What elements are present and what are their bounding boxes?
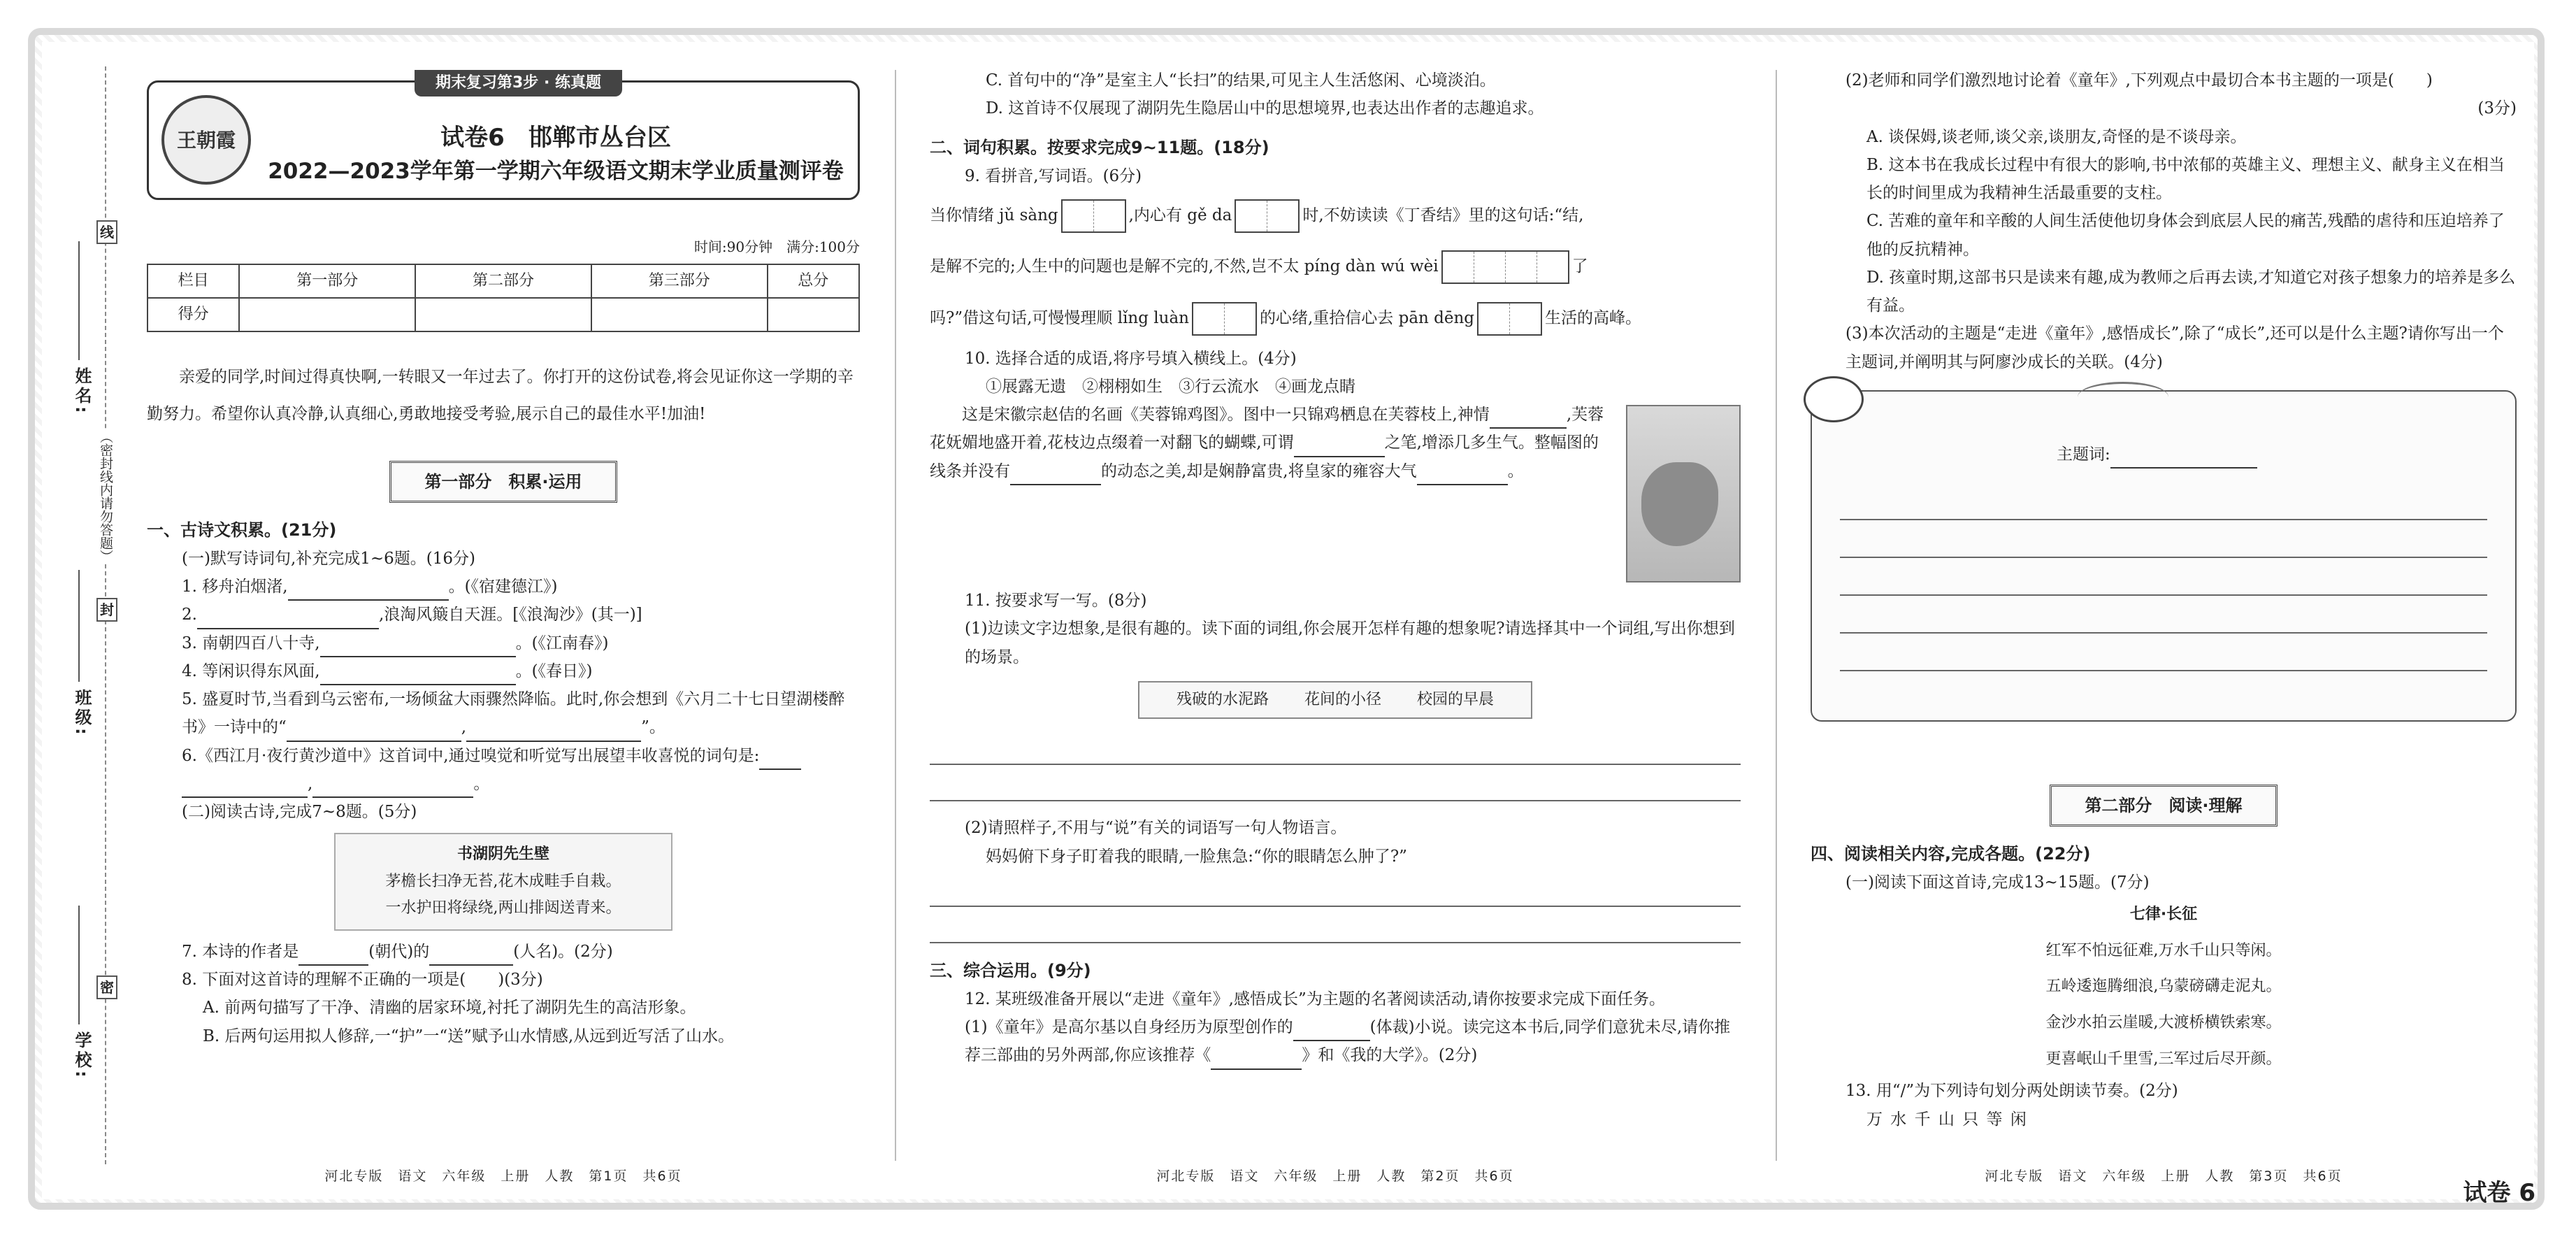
question-11: 11. 按要求写一写。(8分) [965,592,1147,610]
answer-blank[interactable] [466,721,641,742]
answer-line[interactable] [1840,558,2487,596]
answer-blank[interactable] [2110,448,2257,469]
phrase-item: 校园的早晨 [1417,690,1495,708]
header-box [147,74,860,200]
question-3: 3. 南朝四百八十寺, 。(《江南春》) [182,629,860,657]
question-10: 10. 选择合适的成语,将序号填入横线上。(4分) [965,349,1297,368]
page-footer: 河北专版 语文 六年级 上册 人教 第2页 共6页 [1156,1168,1514,1184]
option-d: D. 孩童时期,这部书只是读来有趣,成为教师之后再去读,才知道它对孩子想象力的培养是多么有益。 [1866,268,2516,315]
part-banner: 第二部分 阅读·理解 [2050,785,2278,827]
seal-note: （密封线内请勿答题） [96,430,115,563]
cloud-icon [1804,376,1864,422]
answer-blank[interactable] [298,945,368,966]
question-10-passage: 这是宋徽宗赵佶的名画《芙蓉锦鸡图》。图中一只锦鸡栖息在芙蓉枝上,神情 ,芙蓉花妩媚地盛开着,花枝边点缀着一对翻飞的蝴蝶,可谓 之笔,增添几多生气。整幅图的线条并没有 的动态之美,却是娴静富贵,将皇家的雍容大气 。 [930,401,1741,485]
page-footer: 河北专版 语文 六年级 上册 人教 第1页 共6页 [324,1168,682,1184]
page-1 [147,66,860,1184]
answer-blank[interactable] [429,945,513,966]
name-label: 姓名: [72,367,92,416]
page-divider [1776,70,1777,1161]
answer-blank[interactable] [1211,1049,1302,1070]
score-table-header: 第三部分 [591,264,768,298]
hanzi-grid[interactable] [1061,199,1126,233]
question-9: 9. 看拼音,写词语。(6分) [965,166,1142,185]
paper-number-tag: 试卷 6 [2463,1179,2535,1207]
answer-line[interactable] [930,729,1741,765]
score-cell[interactable] [768,298,859,331]
poem-line: 一水护田将绿绕,两山排闼送青来。 [385,899,621,917]
question-6: 6.《西江月·夜行黄沙道中》这首词中,通过嗅觉和听觉写出展望丰收喜悦的词句是: , 。 [182,742,860,799]
hanzi-grid[interactable] [1235,199,1300,233]
review-tag: 期末复习第3步 · 练真题 [415,70,622,96]
hanzi-grid[interactable] [1192,302,1257,336]
poem-line: 五岭逶迤腾细浪,乌蒙磅礴走泥丸。 [2045,978,2282,996]
question-5: 5. 盛夏时节,当看到乌云密布,一场倾盆大雨骤然降临。此时,你会想到《六月二十七日望湖楼醉书》一诗中的“ , ”。 [182,685,860,742]
answer-blank[interactable] [1293,1021,1370,1042]
poem-line: 红军不怕远征难,万水千山只等闲。 [2045,941,2282,959]
question-9-line-2: 是解不完的;人生中的问题也是解不完的,不然,岂不太 píng dàn wú wèi 了 [930,241,1741,293]
section-heading: 四、阅读相关内容,完成各题。(22分) [1811,843,2091,864]
school-label: 学校: [72,1031,92,1080]
score-cell[interactable] [239,298,415,331]
answer-blank[interactable] [182,777,308,798]
answer-line[interactable] [1840,634,2487,671]
option-d: D. 这首诗不仅展现了湖阴先生隐居山中的思想境界,也表达出作者的志趣追求。 [986,99,1544,118]
class-blank [78,570,80,682]
answer-lines [1840,482,2487,671]
answer-line[interactable] [930,765,1741,801]
publisher-logo: 王朝霞 [161,95,251,185]
hanzi-grid[interactable] [1477,302,1542,336]
subsection-heading: (一)默写诗词句,补充完成1~6题。(16分) [182,549,476,568]
option-c: C. 首句中的“净”是室主人“长扫”的结果,可见主人生活悠闲、心境淡泊。 [986,71,1496,90]
score-table-header: 第一部分 [239,264,415,298]
question-12-part-3: (3)本次活动的主题是“走进《童年》,感悟成长”,除了“成长”,还可以是什么主题?请你写出一个主题词,并阐明其与阿廖沙成长的关联。(4分) [1845,324,2504,371]
question-11-part-1: (1)边读文字边想象,是很有趣的。读下面的词组,你会展开怎样有趣的想象呢?请选择其中一个词组,写出你想到的场景。 [965,620,1735,666]
answer-line[interactable] [930,871,1741,907]
answer-line[interactable] [1840,596,2487,634]
question-9-line-3: 吗?”借这句话,可慢慢理顺 lǐng luàn 的心绪,重拾信心去 pān dēng 生活的高峰。 [930,293,1741,345]
poem-line: 金沙水拍云崖暖,大渡桥横铁索寒。 [2045,1014,2282,1032]
painting-image [1626,405,1741,582]
page-2 [930,66,1741,1184]
answer-blank[interactable] [320,664,516,685]
answer-blank[interactable] [1010,464,1101,485]
theme-word-label: 主题词: [2057,441,2257,469]
score-cell[interactable] [415,298,591,331]
seal-mark: 封 [96,598,117,622]
binding-margin [56,66,133,1164]
phrase-box [1138,681,1532,720]
option-b: B. 这本书在我成长过程中有很大的影响,书中浓郁的英雄主义、理想主义、献身主义在相当长的时间里成为我精神生活最重要的支柱。 [1866,155,2505,202]
poem-block [1811,896,2517,1077]
option-a: A. 前两句描写了干净、清幽的居家环境,衬托了湖阴先生的高洁形象。 [203,999,696,1017]
answer-blank[interactable] [759,749,801,770]
question-4: 4. 等闲识得东风面, 。(《春日》) [182,657,860,685]
poem-line: 更喜岷山千里雪,三军过后尽开颜。 [2045,1050,2282,1068]
score-table [147,264,860,332]
question-9-line-1: 当你情绪 jǔ sàng ,内心有 gě da 时,不妨读读《丁香结》里的这句话:“结, [930,190,1741,242]
subsection-heading: (一)阅读下面这首诗,完成13~15题。(7分) [1845,873,2150,892]
intro-text: 亲爱的同学,时间过得真快啊,一转眼又一年过去了。你打开的这份试卷,将会见证你这一学期的辛勤努力。希望你认真冷静,认真细心,勇敢地接受考验,展示自己的最佳水平!加油! [147,368,854,423]
seal-mark: 密 [96,975,117,999]
paper-title: 试卷6 邯郸市丛台区 [440,124,671,152]
theme-answer-card [1811,390,2517,722]
question-12-part-2: (2)老师和同学们激烈地讨论着《童年》,下列观点中最切合本书主题的一项是( ) [1845,71,2433,90]
answer-blank[interactable] [287,721,461,742]
answer-blank[interactable] [197,608,379,629]
question-12: 12. 某班级准备开展以“走进《童年》,感悟成长”为主题的名著阅读活动,请你按要求完成下面任务。 [965,989,1666,1008]
answer-blank[interactable] [320,636,516,657]
phrase-item: 花间的小径 [1304,690,1381,708]
seal-mark: 线 [96,220,117,244]
option-a: A. 谈保姆,谈老师,谈父亲,谈朋友,奇怪的是不谈母亲。 [1866,127,2247,146]
question-8: 8. 下面对这首诗的理解不正确的一项是( )(3分) [182,971,543,989]
option-b: B. 后两句运用拟人修辞,一“护”一“送”赋予山水情感,从远到近写活了山水。 [203,1027,735,1045]
paper-subtitle: 2022—2023学年第一学期六年级语文期末学业质量测评卷 [268,159,844,184]
page-divider [895,70,896,1161]
answer-blank[interactable] [1490,408,1567,429]
page-3 [1811,66,2517,1184]
part-banner: 第一部分 积累·运用 [389,461,617,503]
mountain-icon [2078,382,2168,412]
class-label: 班级: [72,689,92,738]
idiom-options: ①展露无遗 ②栩栩如生 ③行云流水 ④画龙点睛 [986,377,1355,396]
answer-blank[interactable] [288,580,449,601]
page-footer: 河北专版 语文 六年级 上册 人教 第3页 共6页 [1985,1168,2343,1184]
school-blank [78,906,80,1024]
score-table-header: 第二部分 [415,264,591,298]
section-heading: 三、综合运用。(9分) [930,960,1091,980]
question-11-part-2: (2)请照样子,不用与“说”有关的词语写一句人物语言。 [965,819,1347,838]
answer-blank[interactable] [1417,464,1508,485]
poem-title: 书湖阴先生壁 [456,845,549,864]
name-blank [78,241,80,360]
question-2: 2. ,浪淘风簸自天涯。[《浪淘沙》(其一)] [182,601,860,629]
score-table-header: 栏目 [147,264,239,298]
question-12-part-1: (1)《童年》是高尔基以自身经历为原型创作的 (体裁)小说。读完这本书后,同学们意犹未尽,请你推荐三部曲的另外两部,你应该推荐《 》和《我的大学》。(2分) [965,1013,1741,1070]
answer-line[interactable] [1840,482,2487,520]
score-cell[interactable] [591,298,768,331]
subsection-heading: (二)阅读古诗,完成7~8题。(5分) [182,803,417,822]
answer-blank[interactable] [312,777,473,798]
poem-title: 七律·长征 [2129,906,2198,923]
option-c: C. 苦难的童年和辛酸的人间生活使他切身体会到底层人民的痛苦,残酷的虐待和压迫培养了他的反抗精神。 [1866,212,2505,259]
answer-line[interactable] [1840,520,2487,558]
points-label: (3分) [2477,99,2517,118]
rhythm-line[interactable]: 万 水 千 山 只 等 闲 [1866,1110,2028,1129]
section-heading: 一、古诗文积累。(21分) [147,520,337,540]
example-sentence: 妈妈俯下身子盯着我的眼睛,一脸焦急:“你的眼睛怎么肿了?” [986,847,1407,866]
time-info: 时间:90分钟 满分:100分 [693,238,860,255]
question-13: 13. 用“/”为下列诗句划分两处朗读节奏。(2分) [1845,1082,2178,1101]
question-7: 7. 本诗的作者是 (朝代)的 (人名)。(2分) [182,938,860,966]
phrase-item: 残破的水泥路 [1176,690,1269,708]
poem-line: 茅檐长扫净无苔,花木成畦手自栽。 [385,872,621,890]
poem-box [334,833,672,931]
score-row-label: 得分 [147,298,239,331]
question-1: 1. 移舟泊烟渚, 。(《宿建德江》) [182,573,860,601]
hanzi-grid[interactable] [1441,250,1569,284]
score-table-header: 总分 [768,264,859,298]
answer-blank[interactable] [1294,436,1385,457]
answer-line[interactable] [930,907,1741,943]
section-heading: 二、词句积累。按要求完成9~11题。(18分) [930,137,1269,157]
